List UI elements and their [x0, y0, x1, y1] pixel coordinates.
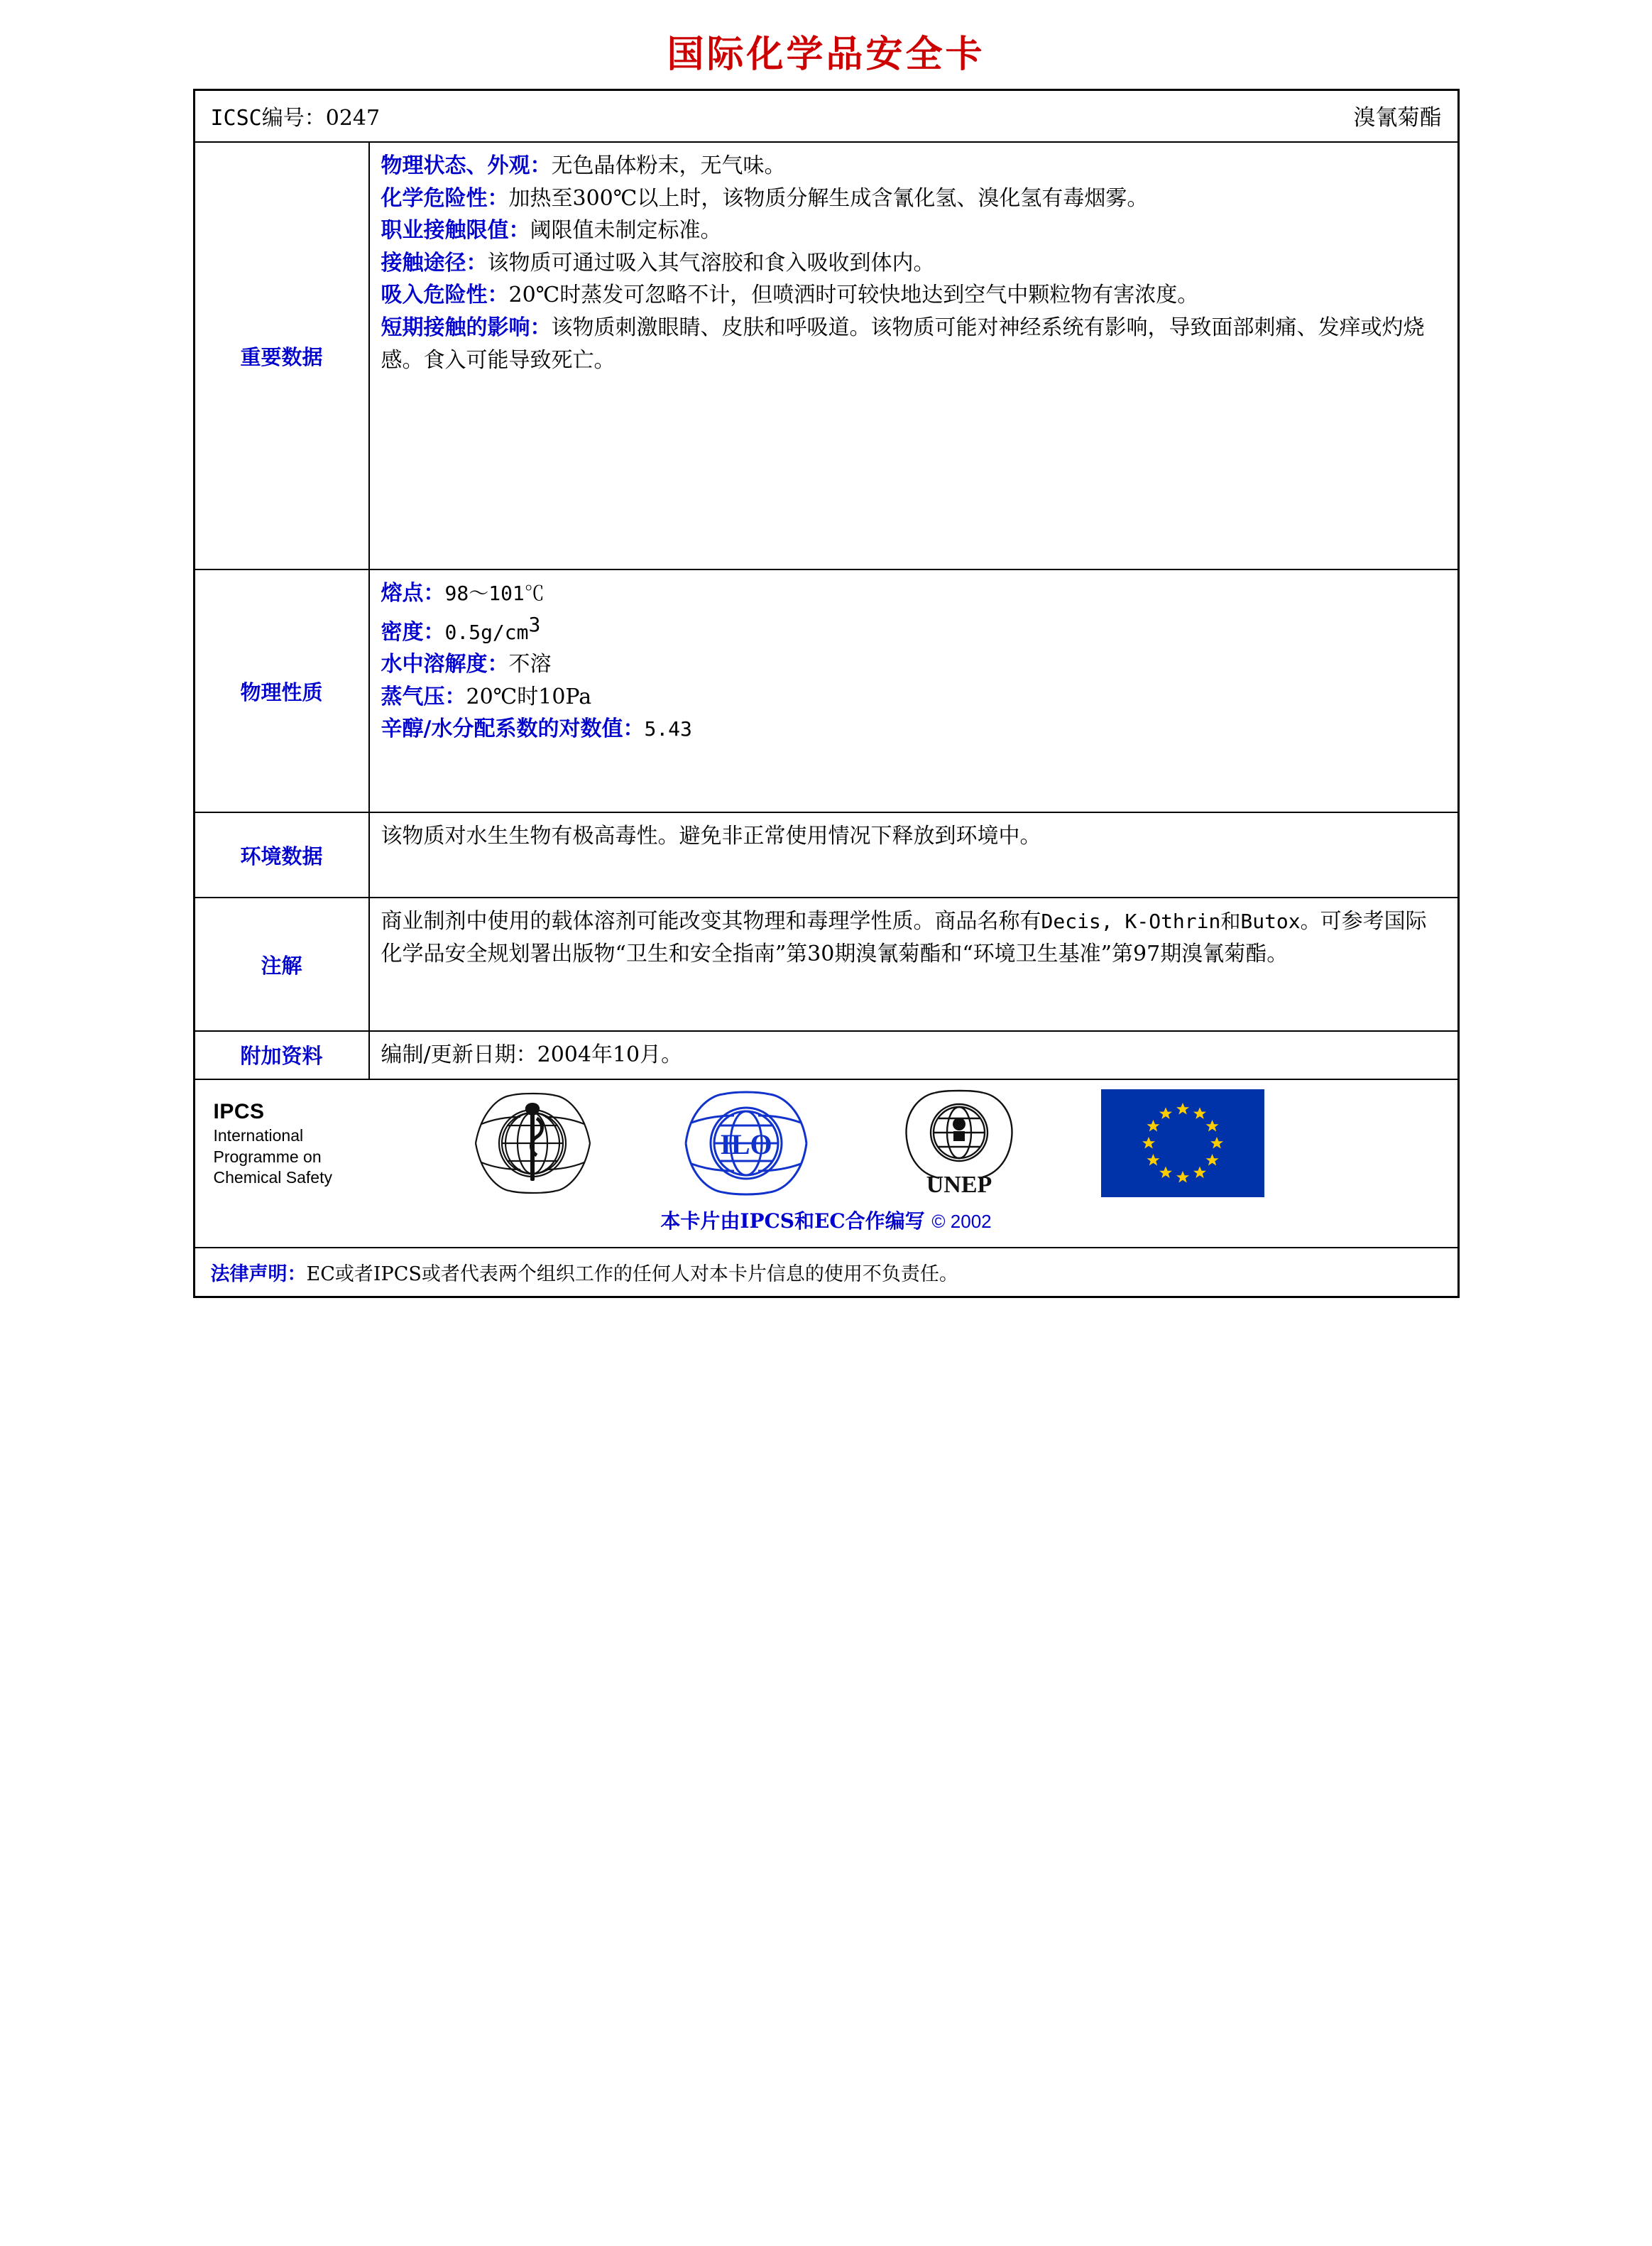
- icsc-card: [193, 89, 1460, 1298]
- section-label-important-data: 重要数据: [195, 143, 370, 569]
- footer-logos: [195, 1089, 1457, 1199]
- chemical-name: 溴氰菊酯: [1353, 105, 1442, 131]
- section-label-additional-information: 附加资料: [195, 1032, 370, 1079]
- credit-text: 本卡片由IPCS和EC合作编写: [660, 1209, 925, 1233]
- field-value: 不溶: [508, 652, 552, 677]
- who-logo-slot: [427, 1090, 640, 1196]
- field-value: 加热至300℃以上时，该物质分解生成含氰化氢、溴化氢有毒烟雾。: [508, 185, 1149, 211]
- field-value-exponent: 3: [528, 612, 541, 636]
- data-line: [381, 610, 1446, 649]
- section-label-physical-properties: 物理性质: [195, 570, 370, 812]
- card-header: [195, 91, 1457, 143]
- section-notes: [195, 898, 1457, 1032]
- data-line: [381, 312, 1446, 376]
- field-key: 蒸气压：: [381, 684, 466, 709]
- section-additional-information: [195, 1032, 1457, 1080]
- data-line: [381, 279, 1446, 312]
- eu-flag-slot: [1066, 1089, 1300, 1197]
- field-value: 该物质可通过吸入其气溶胶和食入吸收到体内。: [487, 250, 935, 276]
- svg-text:ILO: ILO: [719, 1128, 772, 1161]
- field-value: 无色晶体粉末，无气味。: [551, 153, 786, 178]
- unep-logo-slot: [853, 1089, 1066, 1199]
- section-body-additional-information: 编制/更新日期：2004年10月。: [381, 1042, 683, 1067]
- field-key: 职业接触限值：: [381, 218, 530, 244]
- field-key: 化学危险性：: [381, 185, 509, 211]
- notes-text-part3: 可参考国际化学品安全规划署出版物“卫生和安全指南”第30期溴氰菊酯和“环境卫生基准”第97期溴氰菊酯。: [381, 909, 1427, 966]
- data-line: [381, 648, 1446, 681]
- data-line: [381, 681, 1446, 714]
- unep-logo: [888, 1089, 1030, 1199]
- copyright-text: © 2002: [931, 1210, 992, 1232]
- section-label-environmental-data: 环境数据: [195, 813, 370, 897]
- legal-text: EC或者IPCS或者代表两个组织工作的任何人对本卡片信息的使用不负责任。: [306, 1263, 958, 1285]
- credit-line: [195, 1199, 1457, 1243]
- icsc-number-value: 0247: [325, 105, 381, 131]
- field-key: 密度：: [381, 619, 445, 645]
- section-physical-properties: [195, 570, 1457, 813]
- field-key: 短期接触的影响：: [381, 315, 552, 340]
- ilo-logo-slot: [640, 1090, 853, 1196]
- data-line: [381, 247, 1446, 280]
- data-line: [381, 150, 1446, 182]
- field-key: 吸入危险性：: [381, 283, 509, 308]
- field-key: 物理状态、外观：: [381, 153, 552, 178]
- notes-tradenames: Decis, K-Othrin和Butox。: [1041, 910, 1320, 933]
- section-body-physical-properties: [370, 570, 1457, 812]
- page-title: 国际化学品安全卡: [667, 33, 985, 76]
- data-line: [381, 214, 1446, 247]
- field-value: 该物质刺激眼睛、皮肤和呼吸道。该物质可能对神经系统有影响，导致面部刺痛、发痒或灼烧感。食入可能导致死亡。: [381, 315, 1425, 373]
- field-key: 水中溶解度：: [381, 652, 509, 677]
- data-line: [381, 182, 1446, 215]
- field-value: 阈限值未制定标准。: [530, 218, 722, 244]
- section-important-data: [195, 143, 1457, 570]
- section-body-environmental-data: 该物质对水生生物有极高毒性。避免非正常使用情况下释放到环境中。: [381, 824, 1041, 849]
- field-value: 98～101℃: [444, 582, 545, 605]
- ipcs-line3: Chemical Safety: [213, 1168, 332, 1187]
- notes-text-part1: 商业制剂中使用的载体溶剂可能改变其物理和毒理学性质。商品名称有: [381, 909, 1041, 934]
- ipcs-line1: International: [213, 1126, 304, 1145]
- data-line: [381, 713, 1446, 746]
- field-key: 辛醇/水分配系数的对数值：: [381, 716, 645, 742]
- section-environmental-data: [195, 813, 1457, 898]
- section-body-important-data: [370, 143, 1457, 569]
- icsc-number-block: [211, 100, 381, 131]
- field-value: 20℃时蒸发可忽略不计，但喷洒时可较快地达到空气中颗粒物有害浓度。: [508, 283, 1199, 308]
- legal-notice: [195, 1248, 1457, 1296]
- data-line: [381, 577, 1446, 610]
- field-value: 20℃时10Pa: [466, 684, 592, 709]
- section-body-notes: [370, 898, 1457, 1030]
- ipcs-abbr: IPCS: [213, 1099, 265, 1123]
- field-value: 0.5g/cm: [444, 620, 529, 644]
- legal-label: 法律声明：: [210, 1263, 307, 1285]
- eu-flag: [1101, 1089, 1264, 1197]
- field-key: 接触途径：: [381, 250, 488, 276]
- ipcs-wordmark: [214, 1099, 427, 1189]
- icsc-number-label: ICSC编号：: [210, 105, 326, 131]
- ilo-logo: [679, 1090, 814, 1196]
- ipcs-line2: Programme on: [213, 1147, 322, 1166]
- field-key: 熔点：: [381, 581, 445, 606]
- field-value: 5.43: [644, 717, 692, 741]
- section-label-notes: 注解: [195, 898, 370, 1030]
- unep-label: UNEP: [926, 1171, 992, 1198]
- who-logo: [467, 1090, 598, 1196]
- footer-logos-strip: [195, 1080, 1457, 1248]
